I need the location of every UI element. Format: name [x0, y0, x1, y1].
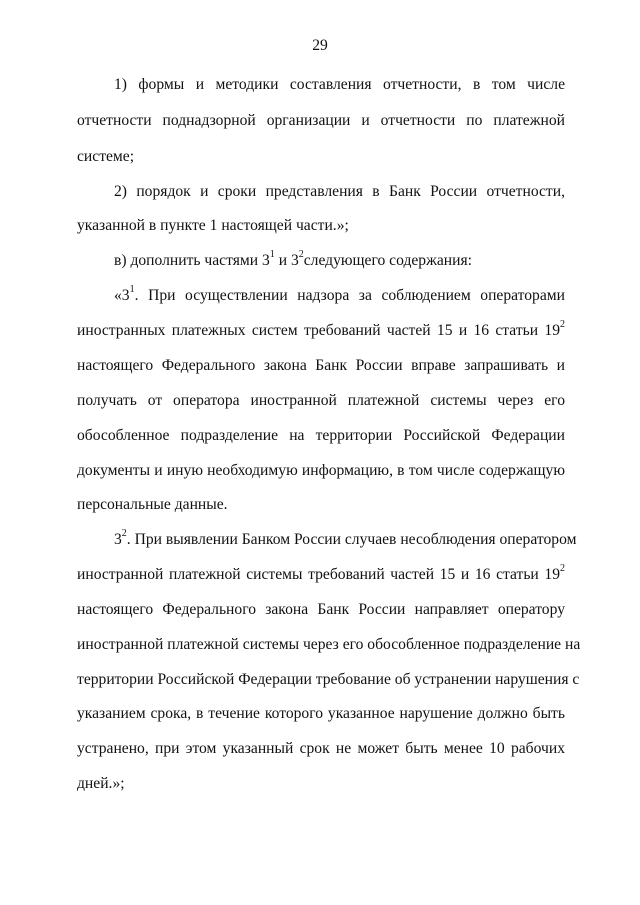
- superscript: 2: [560, 318, 565, 330]
- text-run: указанием срока, в течение которого указанное нарушение должно быть: [77, 705, 565, 722]
- text-run: устранено, при этом указанный срок не может быть менее 10 рабочих: [77, 740, 565, 757]
- text-run: . При осуществлении надзора за соблюдением операторами: [134, 287, 565, 304]
- text-line: [114, 527, 577, 550]
- superscript: 1: [129, 283, 135, 295]
- text-run: следующего содержания:: [303, 252, 472, 269]
- text-run: настоящего Федерального закона Банк России направляет оператору: [77, 601, 565, 618]
- text-run: указанной в пункте 1 настоящей части.»;: [77, 217, 349, 234]
- text-line: [77, 391, 565, 411]
- text-line: [77, 670, 580, 690]
- superscript: 1: [269, 248, 275, 260]
- text-run: получать от оператора иностранной платежной системы через его: [77, 392, 565, 409]
- text-run: персональные данные.: [77, 496, 228, 513]
- text-line: [77, 318, 565, 341]
- text-line: [77, 216, 565, 236]
- text-line: [77, 147, 565, 167]
- page-number: 29: [312, 37, 328, 54]
- text-run: «3: [114, 287, 130, 304]
- text-run: в) дополнить частями 3: [114, 252, 270, 269]
- text-run: документы и иную необходимую информацию, в том числе содержащую: [77, 462, 565, 479]
- text-run: территории Российской Федерации требование об устранении нарушения с: [77, 671, 580, 688]
- text-run: настоящего Федерального закона Банк России вправе запрашивать и: [77, 357, 565, 374]
- text-line: [77, 774, 565, 794]
- text-line: [77, 356, 565, 376]
- text-line: [77, 111, 565, 131]
- text-run: 1) формы и методики составления отчетности, в том числе: [114, 76, 565, 93]
- text-run: отчетности поднадзорной организации и отчетности по платежной: [77, 112, 565, 129]
- text-line: [77, 635, 581, 655]
- text-run: 2) порядок и сроки представления в Банк России отчетности,: [114, 183, 565, 200]
- text-line: [114, 75, 565, 95]
- superscript: 2: [121, 527, 127, 539]
- text-run: обособленное подразделение на территории Российской Федерации: [77, 427, 565, 444]
- text-line: [77, 426, 565, 446]
- text-line: [77, 600, 565, 620]
- text-line: [114, 283, 565, 306]
- text-run: . При выявлении Банком России случаев несоблюдения оператором: [126, 531, 577, 548]
- text-run: иностранной платежной системы через его обособленное подразделение на: [77, 636, 581, 653]
- superscript: 2: [298, 248, 304, 260]
- text-run: дней.»;: [77, 775, 125, 792]
- text-run: 3: [114, 531, 122, 548]
- text-run: и 3: [274, 252, 299, 269]
- text-run: иностранных платежных систем требований частей 15 и 16 статьи 19: [77, 322, 560, 339]
- text-line: [114, 248, 565, 271]
- text-run: иностранной платежной системы требований частей 15 и 16 статьи 19: [77, 566, 560, 583]
- text-line: [77, 562, 565, 585]
- superscript: 2: [560, 562, 565, 574]
- text-run: системе;: [77, 148, 135, 165]
- text-line: [114, 182, 565, 202]
- text-line: [77, 704, 565, 724]
- text-line: [77, 739, 565, 759]
- text-line: [77, 495, 565, 515]
- text-line: [77, 461, 565, 481]
